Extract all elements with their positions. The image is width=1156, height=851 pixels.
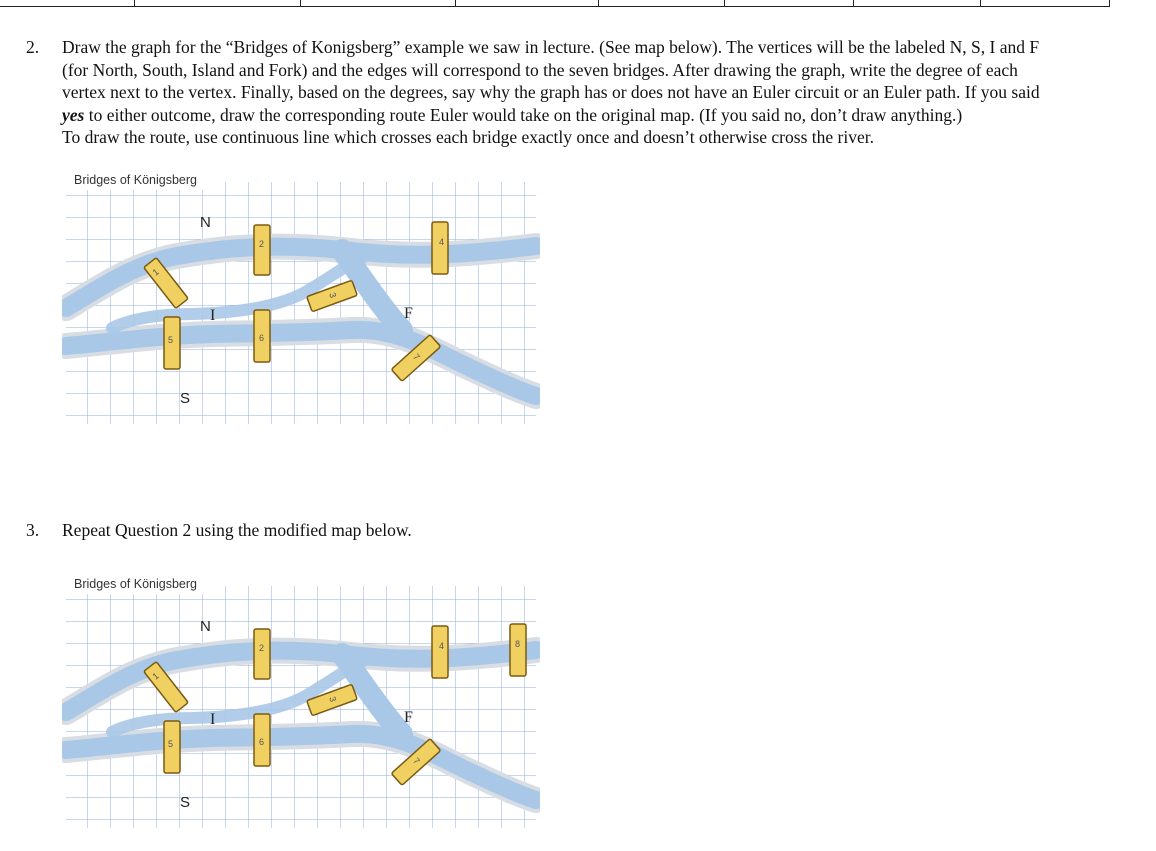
bridge-6 — [254, 310, 270, 362]
vertex-label-fork: F — [404, 305, 413, 322]
svg-text:3: 3 — [327, 291, 339, 300]
question-line: (for North, South, Island and Fork) and the edges will correspond to the seven bridges. After drawing the graph, write the degree of each — [62, 59, 1018, 80]
top-table-border — [0, 0, 1110, 7]
question-number: 2. — [26, 37, 40, 57]
svg-text:7: 7 — [411, 755, 422, 767]
vertex-label-island: I — [210, 307, 216, 324]
konigsberg-map-modified — [62, 572, 540, 832]
question-text — [62, 36, 1142, 149]
question-line — [62, 104, 1142, 127]
vertex-label-south: S — [180, 794, 191, 811]
svg-text:4: 4 — [439, 641, 445, 651]
svg-text:2: 2 — [259, 239, 265, 249]
question-text: Repeat Question 2 using the modified map below. — [62, 520, 412, 540]
svg-text:3: 3 — [327, 695, 339, 704]
map-title: Bridges of Königsberg — [74, 173, 197, 187]
vertex-label-north: N — [200, 618, 211, 635]
question-line: To draw the route, use continuous line which crosses each bridge exactly once and doesn’t otherwise cross the river. — [62, 127, 874, 147]
vertex-label-island: I — [210, 711, 216, 728]
svg-text:6: 6 — [259, 333, 265, 343]
bridge-6 — [254, 714, 270, 766]
svg-text:4: 4 — [439, 237, 445, 247]
bridge-5 — [164, 317, 180, 369]
emphasis-yes: yes — [62, 104, 85, 125]
question-number: 3. — [26, 520, 40, 540]
question-line-rest: to either outcome, draw the corresponding route Euler would take on the original map. (If you said no, don’t draw anything.) — [88, 104, 963, 125]
svg-text:2: 2 — [259, 643, 265, 653]
question-line: Draw the graph for the “Bridges of Konigsberg” example we saw in lecture. (See map below). The vertices will be the labeled N, S, I and F — [62, 37, 1040, 57]
svg-text:1: 1 — [150, 266, 161, 278]
bridge-2 — [254, 225, 270, 275]
bridge-4 — [432, 222, 448, 274]
vertex-label-north: N — [200, 214, 211, 231]
svg-text:1: 1 — [150, 670, 161, 682]
vertex-label-south: S — [180, 390, 191, 407]
bridge-5 — [164, 721, 180, 773]
konigsberg-map — [62, 168, 540, 428]
bridge-2 — [254, 629, 270, 679]
svg-text:7: 7 — [411, 351, 422, 363]
map-title: Bridges of Königsberg — [74, 577, 197, 591]
svg-text:6: 6 — [259, 737, 265, 747]
bridge-4 — [432, 626, 448, 678]
svg-text:5: 5 — [168, 739, 174, 749]
bridge-8 — [510, 624, 526, 676]
svg-text:5: 5 — [168, 335, 174, 345]
svg-text:8: 8 — [515, 639, 521, 649]
vertex-label-fork: F — [404, 709, 413, 726]
question-line: vertex next to the vertex. Finally, based on the degrees, say why the graph has or does not have an Euler circuit or an Euler path. If you said — [62, 82, 1040, 102]
